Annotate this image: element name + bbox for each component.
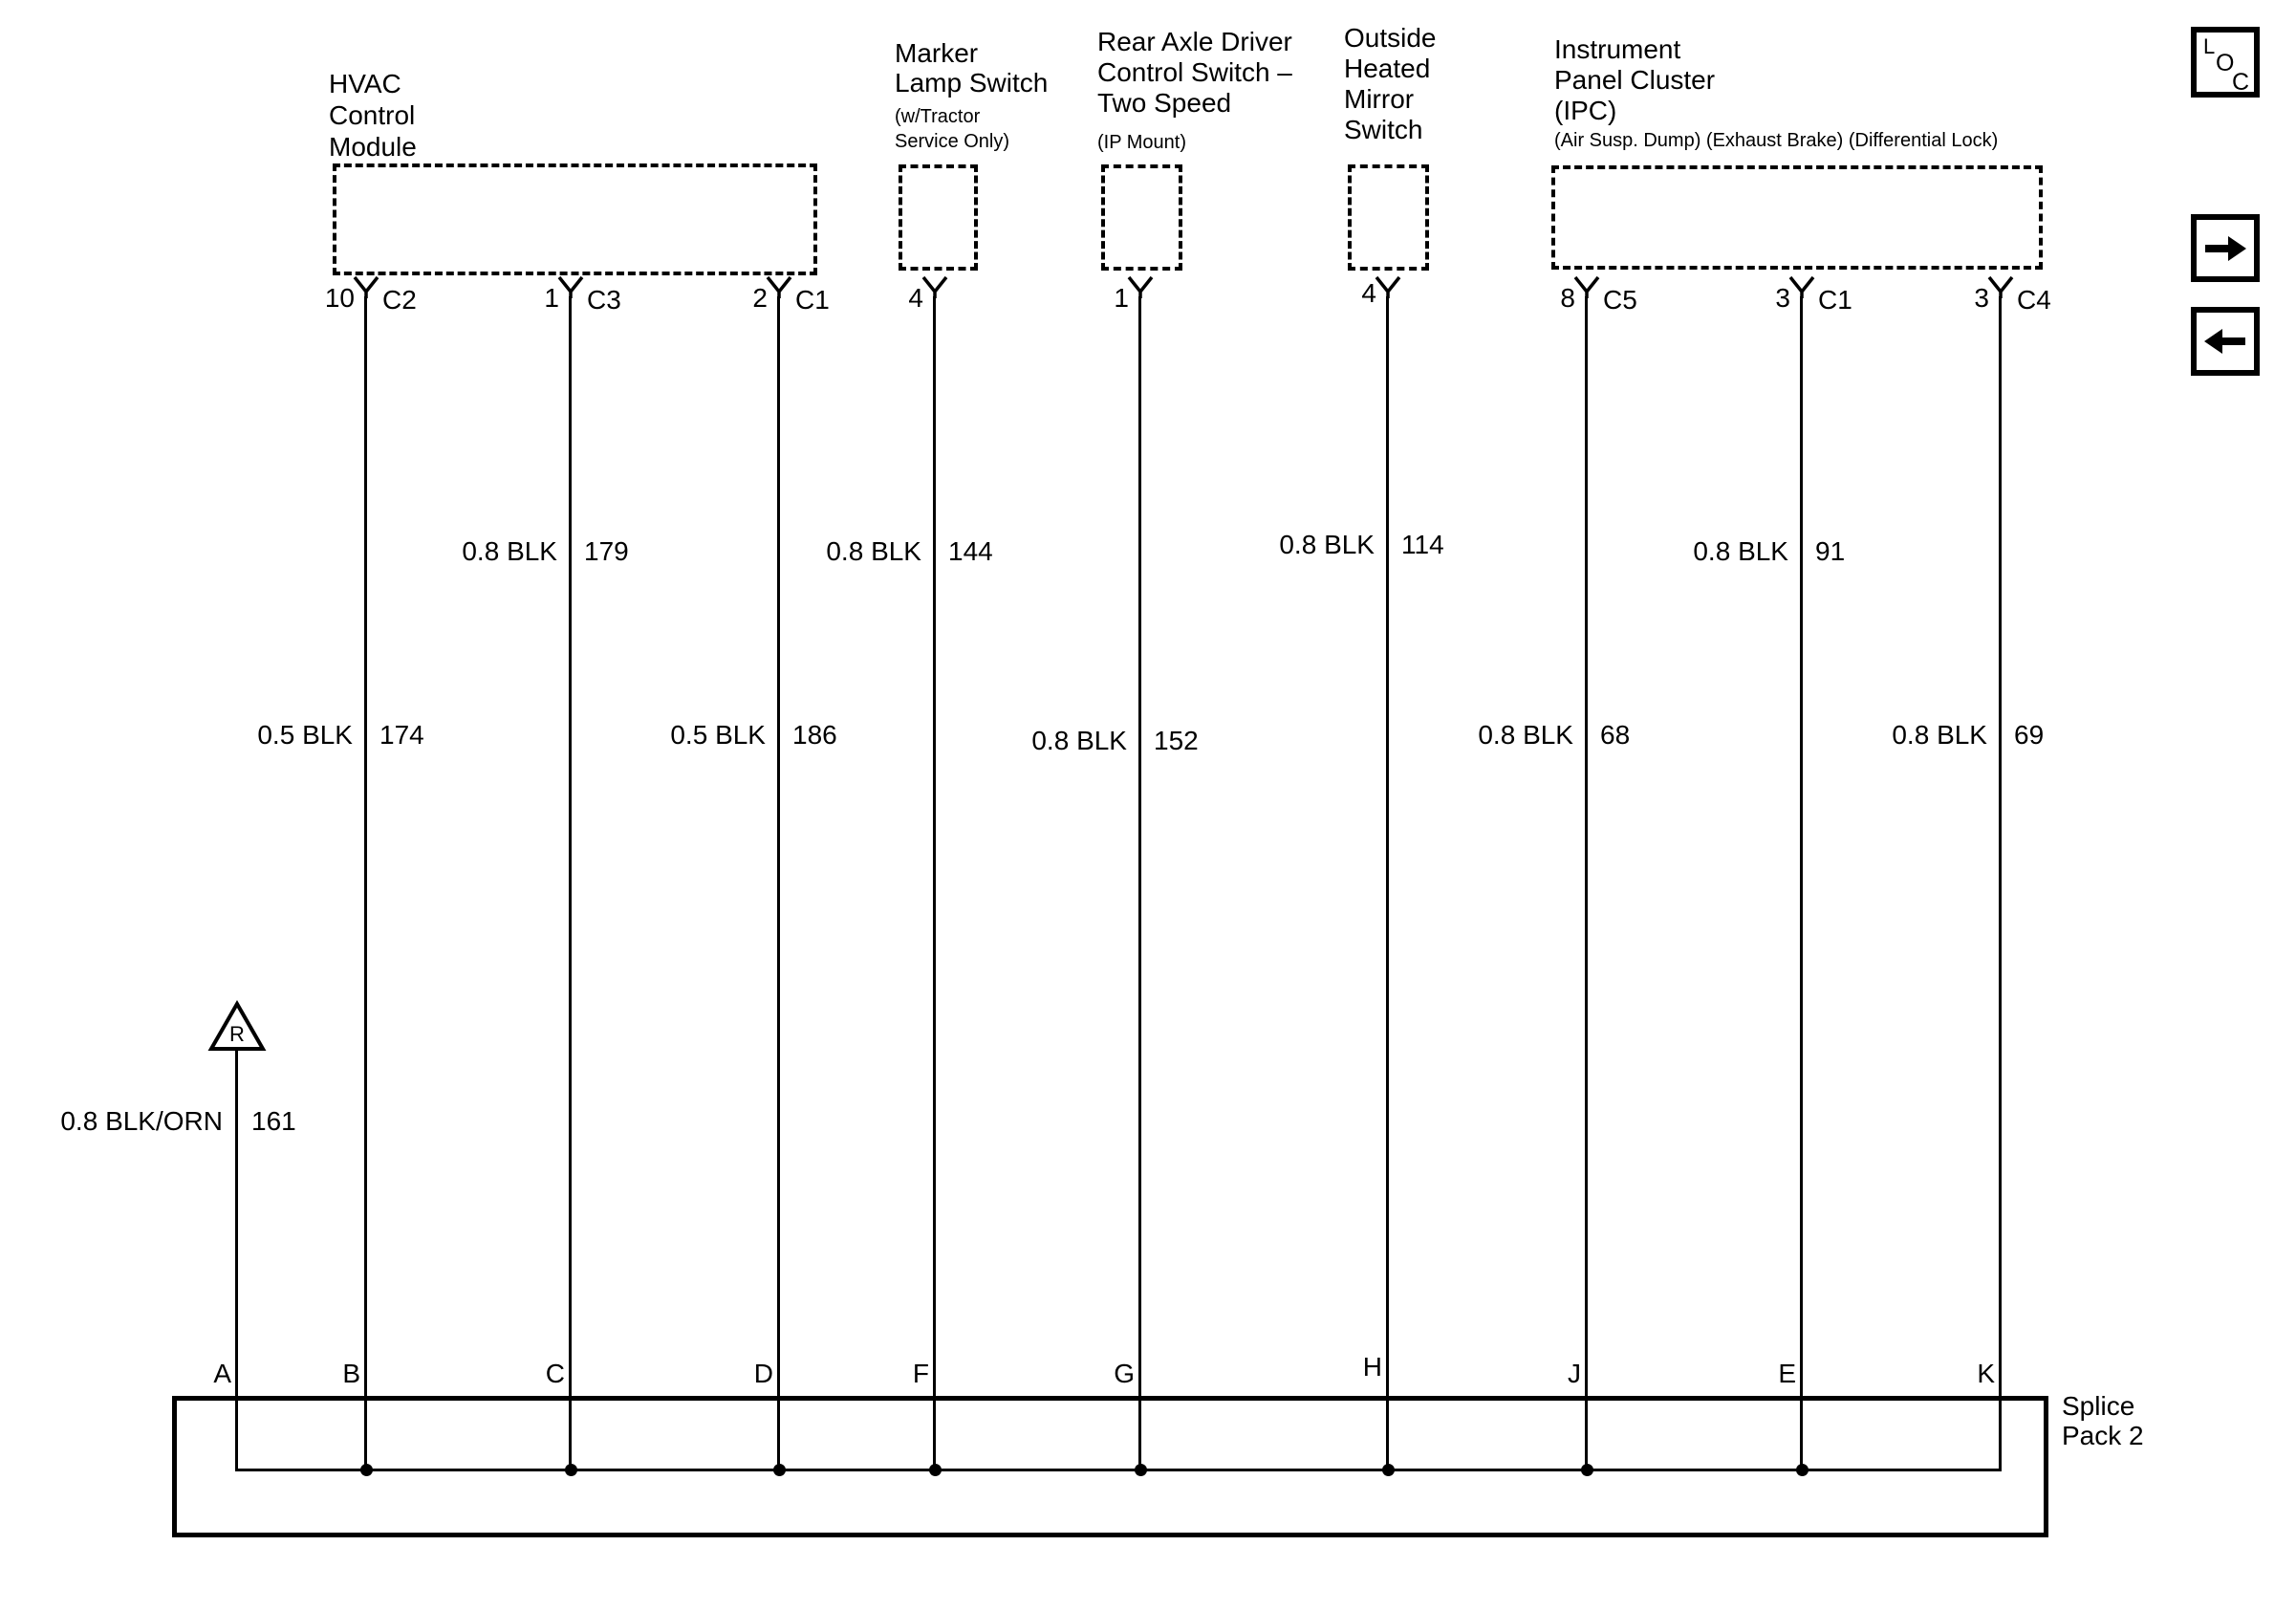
wire-circuit-number: 68 (1600, 720, 1631, 750)
wire-circuit-number: 152 (1154, 726, 1199, 755)
connector-id: C2 (382, 285, 417, 315)
wire-114 (1386, 296, 1389, 1470)
pin-number: 8 (1560, 283, 1575, 313)
wire-91 (1800, 296, 1803, 1470)
hvac-module-box (333, 163, 817, 275)
splice-junction-dot (1581, 1464, 1593, 1476)
connector-id: C1 (1818, 285, 1852, 315)
pin-fork-icon (1572, 275, 1601, 298)
wire-size-label: 0.8 BLK (826, 536, 921, 566)
connector-id: C4 (2017, 285, 2051, 315)
pin-fork-icon (352, 275, 380, 298)
ipc-box (1551, 165, 2043, 270)
splice-terminal-letter: G (1114, 1359, 1135, 1388)
splice-terminal-letter: F (912, 1359, 929, 1388)
pin-number: 1 (1114, 283, 1129, 313)
wire-circuit-number: 144 (948, 536, 993, 566)
connector-id: C3 (587, 285, 621, 315)
pin-number: 2 (752, 283, 768, 313)
marker-lamp-switch-sublabel: (w/Tractor Service Only) (895, 106, 1010, 152)
wire-size-label: 0.5 BLK (670, 720, 766, 750)
pin-fork-icon (1787, 275, 1816, 298)
ipc-label: Instrument Panel Cluster (IPC) (1554, 34, 1716, 125)
pin-number: 3 (1775, 283, 1790, 313)
splice-pack-label: Splice Pack 2 (2062, 1391, 2144, 1450)
splice-terminal-letter: H (1362, 1352, 1382, 1382)
connector-id: C1 (795, 285, 830, 315)
wire-circuit-number: 114 (1401, 530, 1444, 559)
pin-number: 4 (1361, 278, 1376, 308)
next-page-button[interactable] (2191, 214, 2260, 282)
wire-size-label: 0.8 BLK (1478, 720, 1573, 750)
loc-button[interactable] (2191, 27, 2260, 98)
splice-terminal-letter: K (1977, 1359, 1995, 1388)
wire-179 (569, 296, 572, 1470)
splice-junction-dot (1135, 1464, 1147, 1476)
wire-circuit-number: 91 (1815, 536, 1846, 566)
previous-page-button[interactable] (2191, 307, 2260, 376)
wire-size-label: 0.8 BLK/ORN (60, 1106, 223, 1136)
wire-144 (933, 296, 936, 1470)
svg-text:R: R (229, 1022, 245, 1046)
mirror-switch-label: Outside Heated Mirror Switch (1344, 23, 1437, 144)
pin-fork-icon (1126, 275, 1155, 298)
pin-fork-icon (921, 275, 949, 298)
wire-size-label: 0.8 BLK (1892, 720, 1987, 750)
wire-size-label: 0.8 BLK (1279, 530, 1375, 559)
wire-size-label: 0.5 BLK (257, 720, 353, 750)
splice-junction-dot (360, 1464, 373, 1476)
loc-letter-o: O (2216, 50, 2235, 76)
splice-terminal-letter: D (753, 1359, 773, 1388)
marker-lamp-switch-box (899, 164, 978, 271)
splice-junction-dot (929, 1464, 942, 1476)
rear-axle-switch-box (1101, 164, 1182, 271)
loc-letter-l: L (2203, 34, 2216, 58)
pin-fork-icon (765, 275, 793, 298)
pin-number: 4 (908, 283, 923, 313)
splice-terminal-letter: E (1778, 1359, 1796, 1388)
wire-size-label: 0.8 BLK (462, 536, 557, 566)
hvac-module-label: HVAC Control Module (329, 69, 417, 162)
wire-68 (1585, 296, 1588, 1470)
splice-junction-dot (1382, 1464, 1395, 1476)
splice-bus-line (235, 1469, 2002, 1471)
splice-pack-box (172, 1396, 2048, 1537)
pin-fork-icon (1374, 275, 1402, 298)
wire-69 (1999, 296, 2002, 1470)
arrow-right-icon (2203, 233, 2247, 264)
wire-174 (364, 296, 367, 1470)
splice-terminal-letter: A (213, 1359, 231, 1388)
pin-fork-icon (556, 275, 585, 298)
splice-junction-dot (1796, 1464, 1809, 1476)
mirror-switch-box (1348, 164, 1429, 271)
pin-number: 3 (1974, 283, 1989, 313)
wire-152 (1138, 296, 1141, 1470)
ground-reference-triangle-icon (207, 1000, 267, 1053)
loc-letter-c: C (2232, 69, 2250, 96)
splice-terminal-letter: C (545, 1359, 565, 1388)
connector-id: C5 (1603, 285, 1637, 315)
pin-number: 10 (324, 283, 355, 313)
wire-circuit-number: 186 (792, 720, 837, 750)
rear-axle-switch-sublabel: (IP Mount) (1097, 132, 1186, 153)
marker-lamp-switch-label: Marker Lamp Switch (895, 38, 1049, 98)
splice-terminal-letter: B (342, 1359, 360, 1388)
wire-186 (777, 296, 780, 1470)
splice-terminal-letter: J (1568, 1359, 1581, 1388)
rear-axle-switch-label: Rear Axle Driver Control Switch – Two Speed (1097, 27, 1292, 118)
splice-junction-dot (565, 1464, 577, 1476)
wire-size-label: 0.8 BLK (1031, 726, 1127, 755)
wire-circuit-number: 69 (2014, 720, 2045, 750)
pin-number: 1 (544, 283, 559, 313)
arrow-left-icon (2203, 326, 2247, 357)
pin-fork-icon (1986, 275, 2015, 298)
wire-circuit-number: 174 (379, 720, 424, 750)
wire-circuit-number: 179 (584, 536, 629, 566)
ipc-sublabel: (Air Susp. Dump) (Exhaust Brake) (Differential Lock) (1554, 130, 1999, 151)
wire-circuit-number: 161 (251, 1106, 296, 1136)
splice-junction-dot (773, 1464, 786, 1476)
wire-size-label: 0.8 BLK (1693, 536, 1788, 566)
